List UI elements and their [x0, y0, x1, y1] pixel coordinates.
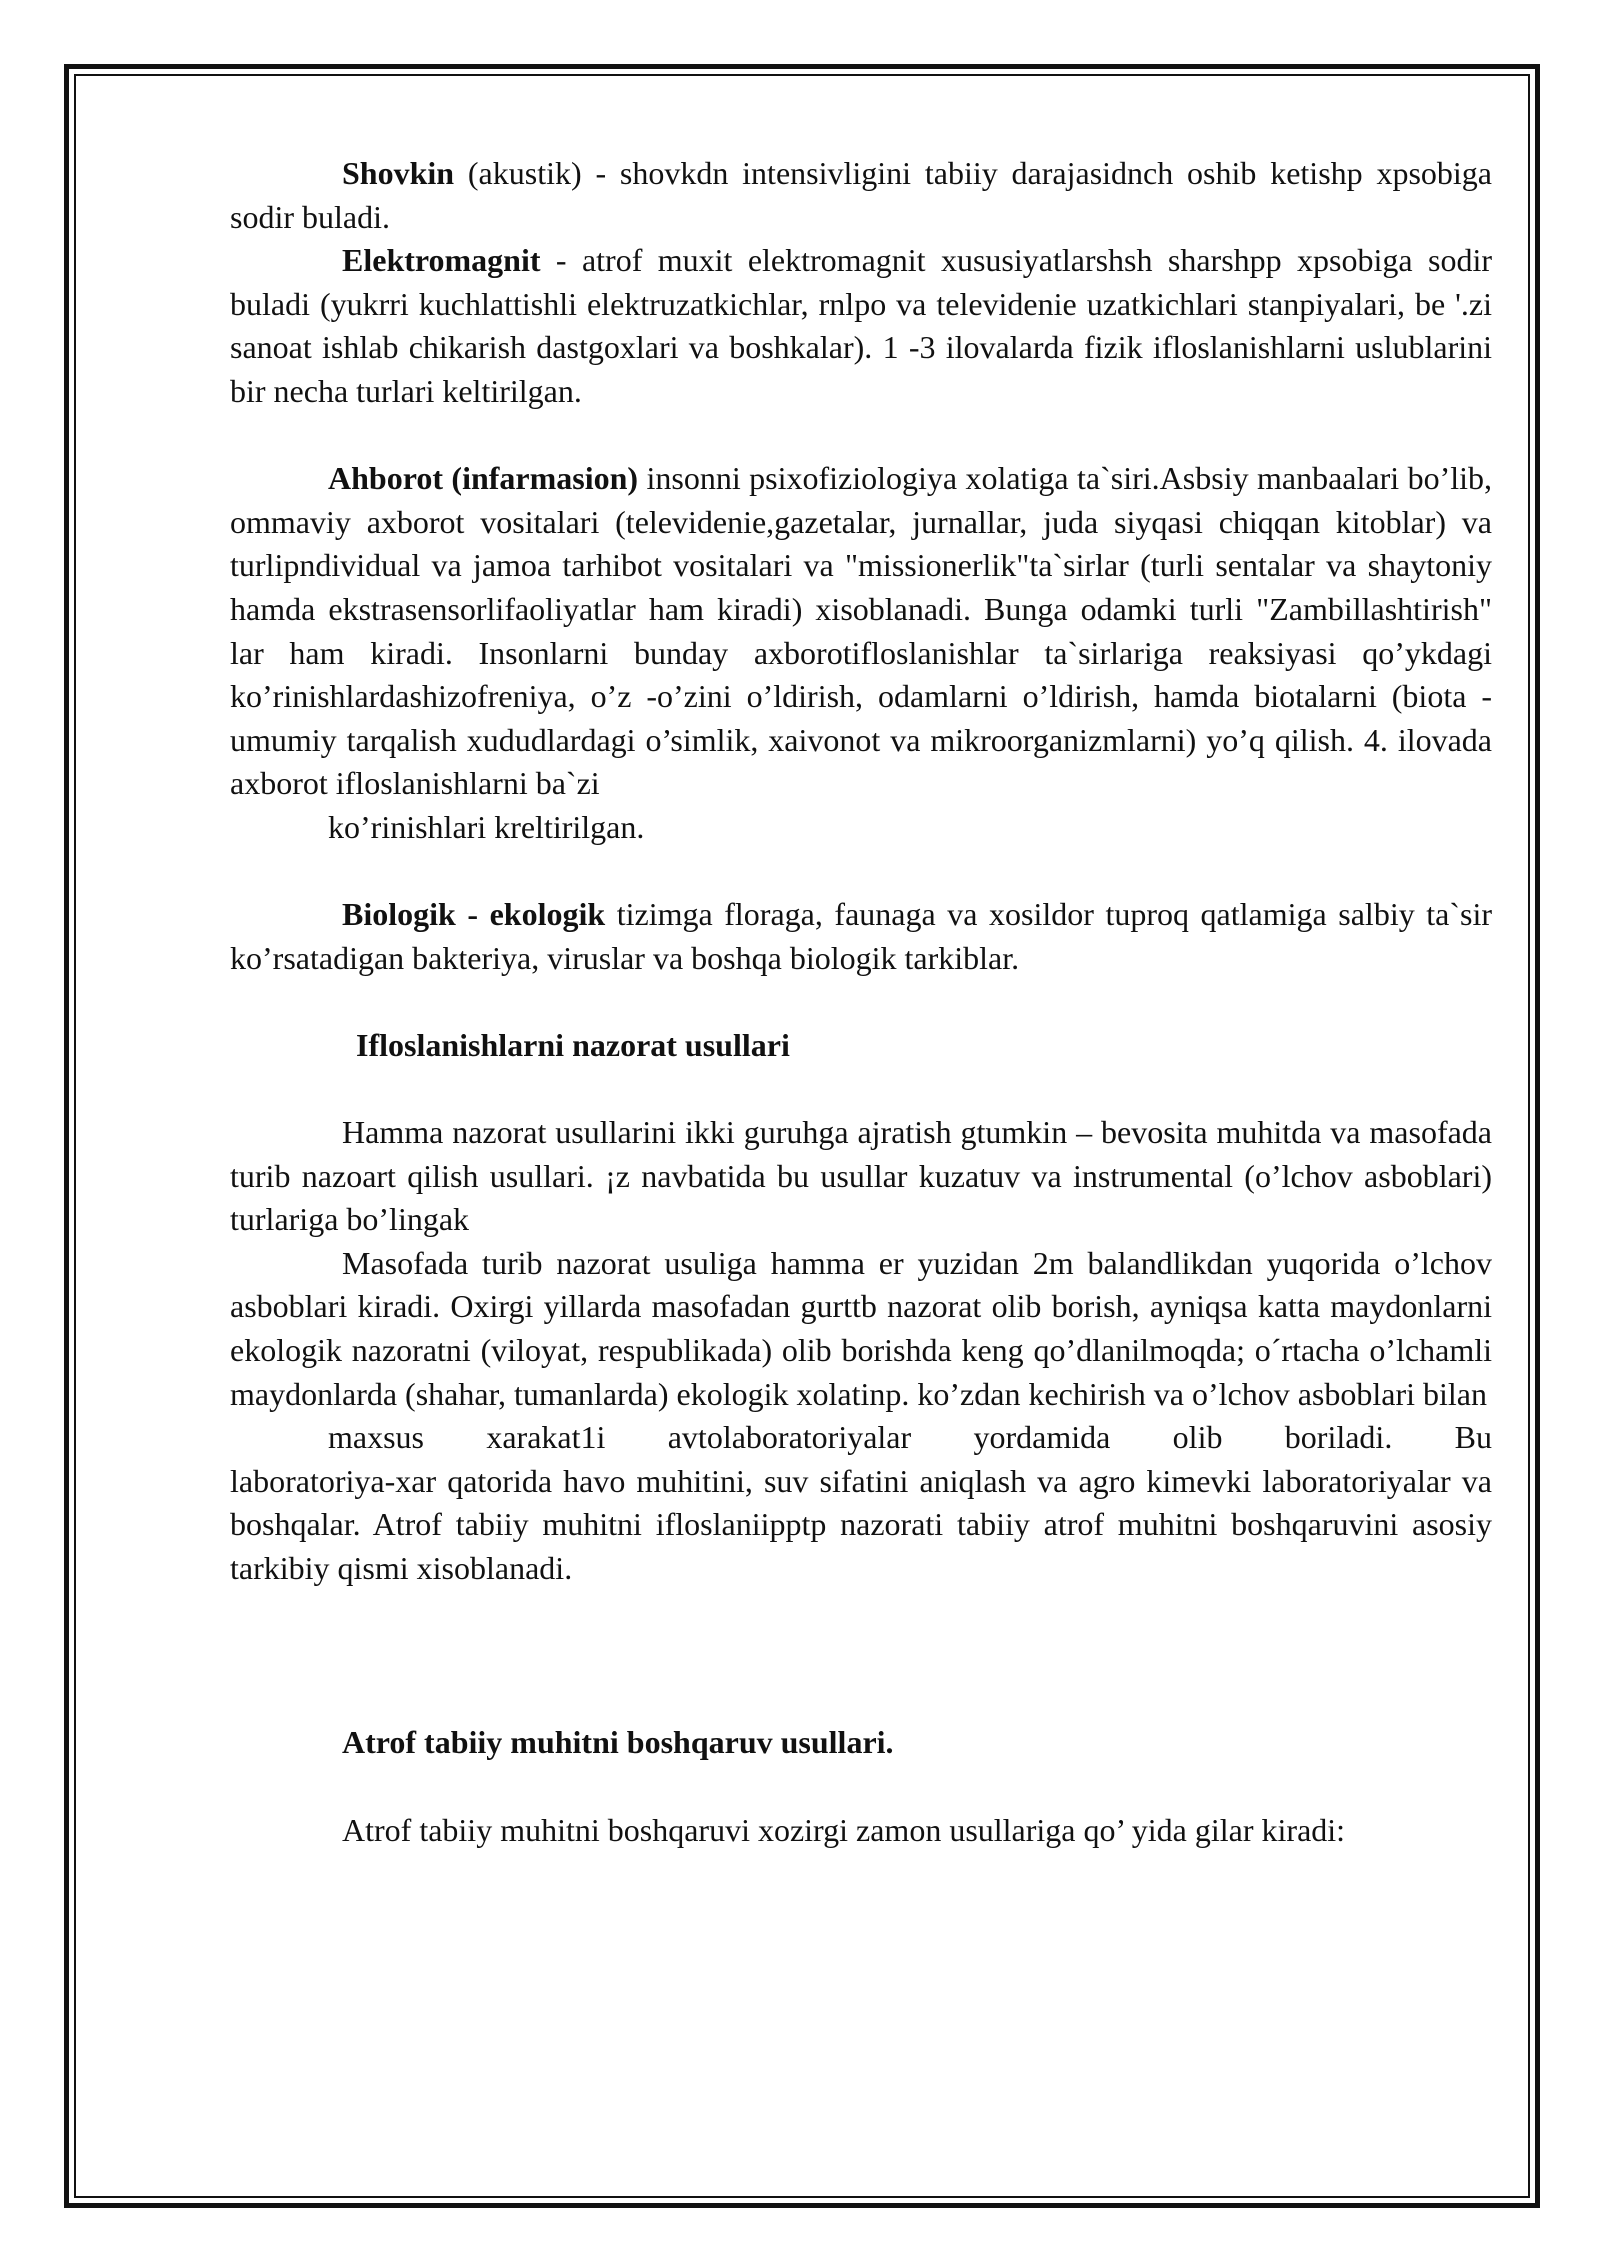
paragraph-maxsus: maxsus xarakat1i avtolaboratoriyalar yordamida olib boriladi. Bu — [328, 1419, 1492, 1456]
term-elektromagnit: Elektromagnit — [342, 242, 541, 279]
paragraph-masofada: Masofada turib nazorat usuliga hamma er yuzidan 2m balandlikdan yuqorida o’lchov asboblari kiradi. Oxirgi yillarda masofadan gurttb nazorat olib borish, ayniqsa katta maydonlarni ekologik nazoratni (viloyat, respublikada) olib borishda keng qo’dlanilmoqda; o´rtacha o’lchamli maydonlarda (shahar, tumanlarda) ekologik xolatinp. ko’zdan kechirish va o’lchov asboblari bilan — [230, 1244, 1492, 1412]
term-ahborot: Ahborot (infarmasion) — [328, 460, 639, 497]
term-shovkin: Shovkin — [342, 155, 455, 191]
text-biologik: tizimga floraga, faunaga va xosildor tuproq qatlamiga salbiy ta`sir ko’rsatadigan bakteriya, viruslar va boshqa biologik tarkiblar. — [230, 896, 1493, 976]
paragraph-biologik — [230, 893, 1492, 980]
paragraph-ahborot — [230, 457, 1492, 806]
text-shovkin: (akustik) - shovkdn intensivligini tabiiy darajasidnch oshib ketishp xpsobiga sodir buladi. — [230, 155, 1492, 235]
term-biologik: Biologik - ekologik — [342, 896, 606, 933]
paragraph-ahborot-tail: ko’rinishlari kreltirilgan. — [328, 808, 645, 845]
document-body — [230, 152, 1492, 1852]
paragraph-elektromagnit — [230, 239, 1492, 413]
heading-nazorat-usullari: Ifloslanishlarni nazorat usullari — [356, 1026, 790, 1063]
paragraph-atrof: Atrof tabiiy muhitni boshqaruvi xozirgi zamon usullariga qo’ yida gilar kiradi: — [342, 1811, 1346, 1848]
paragraph-shovkin — [230, 152, 1492, 239]
text-ahborot: insonni psixofiziologiya xolatiga ta`siri.Asbsiy manbaalari bo’lib, ommaviy axborot vositalari (televidenie,gazetalar, jurnallar, juda siyqasi chiqqan kitoblar) va turlipndividual va jamoa tarhibot vositalari va "missionerlik"ta`sirlar (turli sentalar va shaytoniy hamda ekstrasensorlifaoliyatlar ham kiradi) xisoblanadi. Bunga odamki turli "Zambillashtirish" lar ham kiradi. Insonlarni bunday axborotifloslanishlar ta`sirlariga reaksiyasi qo’ykdagi ko’rinishlardashizofreniya, o’z -o’zini o’ldirish, odamlarni o’ldirish, hamda biotalarni (biota - umumiy tarqalish xududlardagi o’simlik, xaivonot va mikroorganizmlarni) yo’q qilish. 4. ilovada axborot ifloslanishlarni ba`zi — [230, 460, 1492, 802]
text-elektromagnit: - atrof muxit elektromagnit xususiyatlarshsh sharshpp xpsobiga sodir buladi (yukrri kuchlattishli elektruzatkichlar, rnlpo va televidenie uzatkichlari stanpiyalari, be '.zi sanoat ishlab chikarish dastgoxlari va boshkalar). 1 -3 ilovalarda fizik ifloslanishlarni uslublarini bir necha turlari keltirilgan. — [230, 242, 1492, 409]
paragraph-laboratoriya: laboratoriya-xar qatorida havo muhitini, suv sifatini aniqlash va agro kimevki laboratoriyalar va boshqalar. Atrof tabiiy muhitni ifloslaniipptp nazorati tabiiy atrof muhitni boshqaruvini asosiy tarkibiy qismi xisoblanadi. — [230, 1462, 1492, 1586]
paragraph-hamma: Hamma nazorat usullarini ikki guruhga ajratish gtumkin – bevosita muhitda va masofada turib nazoart qilish usullari. ¡z navbatida bu usullar kuzatuv va instrumental (o’lchov asboblari) turlariga bo’lingak — [230, 1114, 1492, 1238]
heading-boshqaruv-usullari: Atrof tabiiy muhitni boshqaruv usullari. — [342, 1724, 894, 1761]
